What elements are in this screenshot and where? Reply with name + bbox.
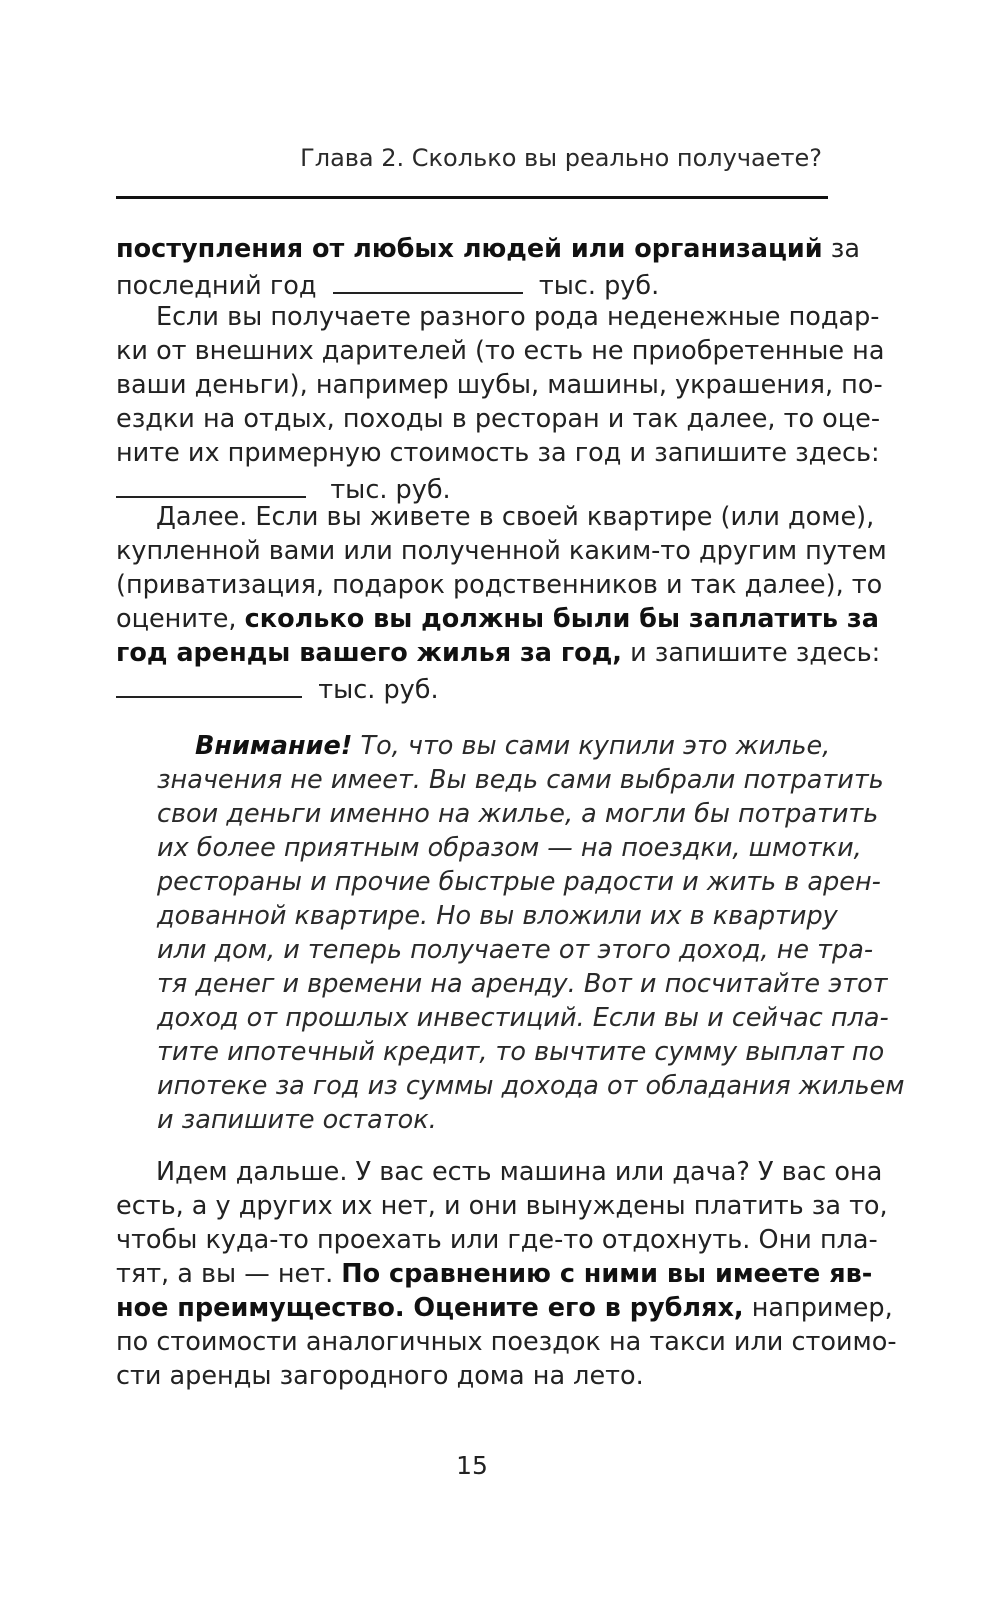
text-line: тыс. руб. bbox=[116, 670, 828, 707]
text-line: ное преимущество. Оцените его в рублях, например, bbox=[116, 1293, 893, 1323]
bold-text: год аренды вашего жилья за год, bbox=[116, 638, 622, 668]
text-line: тят, а вы — нет. По сравнению с ними вы имеете яв- bbox=[116, 1259, 873, 1289]
attention-note bbox=[157, 729, 905, 1137]
paragraph-1 bbox=[116, 232, 860, 303]
text-line: поступления от любых людей или организаций за bbox=[116, 234, 860, 264]
text-line: сти аренды загородного дома на лето. bbox=[116, 1361, 644, 1391]
text-line: и запишите остаток. bbox=[157, 1105, 437, 1135]
note-label: Внимание! bbox=[195, 731, 353, 761]
text-line: ваши деньги), например шубы, машины, украшения, по- bbox=[116, 370, 883, 400]
text-line: последний год тыс. руб. bbox=[116, 266, 828, 303]
text-line: чтобы куда-то проехать или где-то отдохнуть. Они пла- bbox=[116, 1225, 878, 1255]
text-line: (приватизация, подарок родственников и так далее), то bbox=[116, 570, 883, 600]
text-line: по стоимости аналогичных поездок на такси или стоимо- bbox=[116, 1327, 897, 1357]
header-rule bbox=[116, 196, 828, 199]
bold-text: По сравнению с ними вы имеете яв- bbox=[341, 1259, 873, 1289]
text-line: купленной вами или полученной каким-то другим путем bbox=[116, 536, 887, 566]
text-line: значения не имеет. Вы ведь сами выбрали потратить bbox=[157, 765, 884, 795]
fill-in-blank bbox=[116, 470, 306, 498]
text-line: Если вы получаете разного рода неденежные подар- bbox=[156, 302, 880, 332]
bold-text: сколько вы должны были бы заплатить за bbox=[244, 604, 879, 634]
text-line: ки от внешних дарителей (то есть не приобретенные на bbox=[116, 336, 885, 366]
fill-in-blank bbox=[116, 670, 302, 698]
text-line: тыс. руб. bbox=[116, 470, 828, 507]
text-line: тя денег и времени на аренду. Вот и посчитайте этот bbox=[157, 969, 888, 999]
text-line: Внимание! То, что вы сами купили это жилье, bbox=[195, 731, 831, 761]
text-line: доход от прошлых инвестиций. Если вы и сейчас пла- bbox=[157, 1003, 889, 1033]
text-line: или дом, и теперь получаете от этого доход, не тра- bbox=[157, 935, 874, 965]
text-line: есть, а у других их нет, и они вынуждены платить за то, bbox=[116, 1191, 888, 1221]
running-head: Глава 2. Сколько вы реально получаете? bbox=[300, 144, 822, 172]
bold-text: ное преимущество. Оцените его в рублях, bbox=[116, 1293, 744, 1323]
bold-text: поступления от любых людей или организаций bbox=[116, 234, 823, 264]
text-line: ипотеке за год из суммы дохода от обладания жильем bbox=[157, 1071, 905, 1101]
text-line: ните их примерную стоимость за год и запишите здесь: bbox=[116, 438, 880, 468]
text-line: Далее. Если вы живете в своей квартире (или доме), bbox=[156, 502, 875, 532]
text-line: их более приятным образом — на поездки, шмотки, bbox=[157, 833, 862, 863]
text-line: дованной квартире. Но вы вложили их в квартиру bbox=[157, 901, 838, 931]
text-line: тите ипотечный кредит, то вычтите сумму выплат по bbox=[157, 1037, 885, 1067]
text-line: свои деньги именно на жилье, а могли бы потратить bbox=[157, 799, 879, 829]
page-number: 15 bbox=[456, 1451, 488, 1480]
fill-in-blank bbox=[333, 266, 523, 294]
text-line: ездки на отдых, походы в ресторан и так далее, то оце- bbox=[116, 404, 881, 434]
text-line: оцените, сколько вы должны были бы заплатить за bbox=[116, 604, 879, 634]
text-line: рестораны и прочие быстрые радости и жить в арен- bbox=[157, 867, 881, 897]
paragraph-3 bbox=[116, 500, 887, 707]
paragraph-2 bbox=[116, 300, 885, 507]
paragraph-4 bbox=[116, 1155, 897, 1393]
text-line: Идем дальше. У вас есть машина или дача? У вас она bbox=[156, 1157, 883, 1187]
text-line: год аренды вашего жилья за год, и запишите здесь: bbox=[116, 638, 881, 668]
